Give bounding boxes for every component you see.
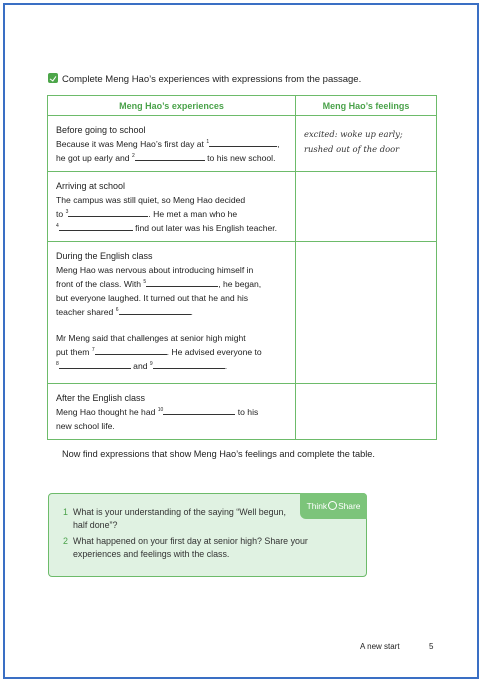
feeling-cell <box>296 242 437 384</box>
text: to his <box>237 407 259 417</box>
blank-4[interactable] <box>59 221 133 231</box>
experience-cell <box>48 172 296 242</box>
question-item <box>63 506 286 532</box>
text: to his new school. <box>207 153 276 163</box>
blank-number: 7 <box>91 347 95 353</box>
blank-8[interactable] <box>59 359 131 369</box>
section-title: During the English class <box>56 251 153 261</box>
question-text: experiences and feelings with the class. <box>73 549 230 559</box>
blank-3[interactable] <box>65 207 148 217</box>
header-feelings: Meng Hao’s feelings <box>296 96 437 116</box>
question-text: half done”? <box>73 520 118 530</box>
question-text: What happened on your first day at senior high? Share your <box>73 536 308 546</box>
experience-cell: Before going to school Because it was Meng Hao’s first day at $^1$ , he got up early and $^2$ to his new school. <box>48 116 296 172</box>
blank-7[interactable] <box>95 345 167 355</box>
text: . <box>224 361 228 371</box>
now-find-instruction: Now find expressions that show Meng Hao’s feelings and complete the table. <box>62 449 375 459</box>
blank-number: 2 <box>131 153 135 159</box>
checkbox-icon <box>48 73 58 83</box>
feeling-cell <box>296 384 437 440</box>
blank-10[interactable] <box>163 405 235 415</box>
blank-number: 10 <box>157 407 164 413</box>
page-number: 5 <box>429 642 434 651</box>
blank-number: 1 <box>206 139 210 145</box>
experience-cell <box>48 242 296 384</box>
text: he got up early and <box>56 153 130 163</box>
text: Meng Hao was nervous about introducing himself in <box>56 265 254 275</box>
blank-1[interactable] <box>209 137 277 147</box>
blank-6[interactable] <box>119 305 191 315</box>
text: front of the class. With <box>56 279 142 289</box>
experiences-table <box>47 95 437 440</box>
question-item <box>63 535 308 561</box>
table-row <box>48 116 437 172</box>
question-number: 1 <box>63 507 68 517</box>
blank-number: 5 <box>143 279 147 285</box>
text: to <box>56 209 64 219</box>
table-row <box>48 172 437 242</box>
question-text: What is your understanding of the saying “Well begun, <box>73 507 286 517</box>
bulb-icon <box>328 501 337 510</box>
feeling-cell <box>296 172 437 242</box>
blank-number: 6 <box>115 307 119 313</box>
table-header-row <box>48 96 437 116</box>
blank-number: 8 <box>56 361 59 367</box>
section-title: After the English class <box>56 393 146 403</box>
text: Meng Hao thought he had <box>56 407 156 417</box>
text: new school life. <box>56 421 115 431</box>
instruction-text: Complete Meng Hao’s experiences with expressions from the passage. <box>62 74 362 85</box>
section-title: Arriving at school <box>56 181 126 191</box>
think-share-tab <box>300 493 367 519</box>
text: . He met a man who he <box>148 209 238 219</box>
blank-5[interactable] <box>146 277 218 287</box>
text: and <box>133 361 148 371</box>
text: teacher shared <box>56 307 114 317</box>
text: The campus was still quiet, so Meng Hao decided <box>56 195 246 205</box>
blank-9[interactable] <box>153 359 228 371</box>
text: , he began, <box>218 279 262 289</box>
text: Because it was Meng Hao’s first day at <box>56 139 204 149</box>
question-number: 2 <box>63 536 68 546</box>
text: put them <box>56 347 90 357</box>
blank-number: 3 <box>65 209 69 215</box>
text: Mr Meng said that challenges at senior high might <box>56 333 246 343</box>
section-title: Before going to school <box>56 125 146 135</box>
text: but everyone laughed. It turned out that he and his <box>56 293 249 303</box>
handwritten-answer: excited: woke up early; rushed out of the door <box>304 129 403 154</box>
feeling-cell <box>296 116 437 172</box>
text: find out later was his English teacher. <box>135 223 278 233</box>
table-row <box>48 384 437 440</box>
experience-cell <box>48 384 296 440</box>
blank-2[interactable] <box>135 151 205 161</box>
text: . <box>190 307 193 317</box>
footer-section: A new start <box>360 642 400 651</box>
think-share-box <box>48 493 367 577</box>
share-label: Share <box>338 501 361 511</box>
text: . He advised everyone to <box>166 347 262 357</box>
blank-number: 4 <box>56 223 59 229</box>
instruction <box>48 73 448 86</box>
think-label: Think <box>306 501 328 511</box>
table-row <box>48 242 437 384</box>
blank-number: 9 <box>149 361 153 367</box>
header-experiences: Meng Hao’s experiences <box>48 96 296 116</box>
